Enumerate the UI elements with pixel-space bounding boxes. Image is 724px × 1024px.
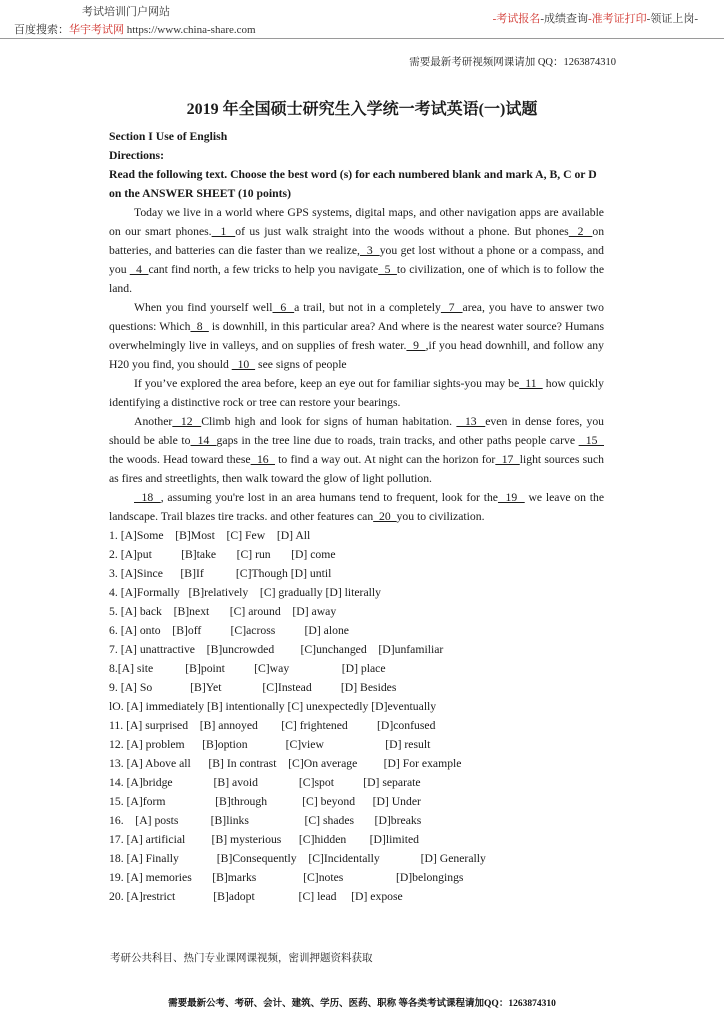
blank-number: 3 [359,244,380,257]
search-hint [14,21,256,37]
option-line: 11. [A] surprised [B] annoyed [C] frightened [D]confused [109,719,436,732]
option-line: 4. [A]Formally [B]relatively [C] gradually [D] literally [109,586,381,599]
directions-text: Read the following text. Choose the best word (s) for each numbered blank and mark A, B, C or D on the ANSWER SHEET (10 points) [109,168,597,200]
passage-text: Today we live in a world where GPS systems, digital maps, and other navigation apps are available on our smart phones. [109,206,604,238]
passage-paragraph [109,374,604,412]
site-name: 考试培训门户网站 [82,6,170,18]
passage-text: you to civilization. [396,510,485,523]
header-divider [0,38,724,39]
option-line: 20. [A]restrict [B]adopt [C] lead [D] expose [109,890,403,903]
passage-text: gaps in the tree line due to roads, train tracks, and other paths people carve [216,434,579,447]
search-brand-link[interactable]: 华宇考试网 [69,24,124,36]
passage-paragraph [109,488,604,526]
directions-label: Directions: [109,149,164,162]
blank-number: 17 [495,453,520,466]
blank-number: 13 [456,415,486,428]
option-line: 6. [A] onto [B]off [C]across [D] alone [109,624,349,637]
passage-text: Climb high and look for signs of human habitation. [201,415,457,428]
passage-text: cant find north, a few tricks to help you navigate [148,263,379,276]
passage-paragraph [109,203,604,298]
option-line: 16. [A] posts [B]links [C] shades [D]breaks [109,814,422,827]
passage-text: on batteries, and batteries can die faster than we realize, [109,225,605,257]
header-link-admission[interactable]: -准考证打印 [587,13,647,25]
blank-number: 7 [440,301,463,314]
blank-number: 15 [578,434,604,447]
search-prefix: 百度搜索： [14,24,69,36]
option-line: 9. [A] So [B]Yet [C]Instead [D] Besides [109,681,397,694]
option-line: lO. [A] immediately [B] intentionally [C] unexpectedly [D]eventually [109,700,437,713]
option-line: 1. [A]Some [B]Most [C] Few [D] All [109,529,311,542]
passage-text: the woods. Head toward these [109,453,251,466]
blank-number: 20 [373,510,397,523]
passage-text: a trail, but not in a completely [294,301,441,314]
passage-text: how quickly identifying a distinctive rock or tree can restore your bearings. [109,377,604,409]
passage-text: Another [134,415,173,428]
passage-text: If you’ve explored the area before, keep an eye out for familiar sights-you may be [134,377,520,390]
blank-number: 4 [129,263,149,276]
option-line: 8.[A] site [B]point [C]way [D] place [109,662,386,675]
option-line: 15. [A]form [B]through [C] beyond [D] Under [109,795,421,808]
blank-number: 5 [378,263,397,276]
passage-text: , assuming you're lost in an area humans tend to frequent, look for the [160,491,498,504]
blank-number: 11 [519,377,543,390]
blank-number: 8 [190,320,209,333]
blank-number: 16 [250,453,275,466]
blank-number: 6 [272,301,295,314]
passage-text: light sources such as fires and streetlights, then walk toward the glow of light pollution. [109,453,605,485]
blank-number: 1 [211,225,236,238]
options-list [109,526,604,906]
blank-number: 18 [134,491,161,504]
header-link-certificate[interactable]: -领证上岗 [646,13,695,25]
blank-number: 9 [406,339,426,352]
option-line: 14. [A]bridge [B] avoid [C]spot [D] separate [109,776,421,789]
passage-paragraph [109,412,604,488]
exam-content [109,127,604,906]
passage-text: area, you have to answer two questions: Which [109,301,604,333]
passage-text: is downhill, in this particular area? And where is the nearest water source? Humans overwhelmingly live in valleys, and on supplies of fresh water. [109,320,604,352]
blank-number: 19 [497,491,525,504]
option-line: 2. [A]put [B]take [C] run [D] come [109,548,336,561]
blank-number: 14 [190,434,217,447]
passage-text: to find a way out. At night can the horizon for [275,453,496,466]
passage-text: we leave on the landscape. Trail blazes tire tracks. and other features can [109,491,605,523]
blank-number: 10 [231,358,256,371]
option-line: 7. [A] unattractive [B]uncrowded [C]unchanged [D]unfamiliar [109,643,444,656]
header-link-scores[interactable]: -成绩查询 [540,13,588,25]
header-links [493,10,698,26]
passage-text: even in dense fores, you should be able to [109,415,605,447]
option-line: 18. [A] Finally [B]Consequently [C]Incidentally [D] Generally [109,852,486,865]
option-line: 12. [A] problem [B]option [C]view [D] result [109,738,431,751]
section-heading: Section I Use of English [109,130,228,143]
passage-text: to civilization, one of which is to follow the land. [109,263,605,295]
option-line: 13. [A] Above all [B] In contrast [C]On average [D] For example [109,757,462,770]
passage-paragraph [109,298,604,374]
option-line: 17. [A] artificial [B] mysterious [C]hidden [D]limited [109,833,419,846]
passage-text: you get lost without a phone or a compass, and you [109,244,605,276]
header-link-tail: - [694,13,698,25]
option-line: 3. [A]Since [B]If [C]Though [D] until [109,567,332,580]
passage-text: ,if you head downhill, and follow any H20 you find, you should [109,339,604,371]
passage-text: When you find yourself well [134,301,273,314]
footer-contact: 需要最新公考、考研、会计、建筑、学历、医药、职称 等各类考试课程请加QQ：1263874310 [168,999,556,1009]
qq-notice: 需要最新考研视频网课请加 QQ：1263874310 [409,57,616,68]
blank-number: 12 [172,415,202,428]
blank-number: 2 [568,225,593,238]
passage-text: see signs of people [255,358,347,371]
footer-notice: 考研公共科目、热门专业课网课视频，密训押题资料获取 [110,953,373,964]
search-url[interactable]: https://www.china-share.com [126,24,256,36]
page-title: 2019 年全国硕士研究生入学统一考试英语(一)试题 [186,101,538,118]
header-link-register[interactable]: -考试报名 [492,13,541,25]
passage-text: of us just walk straight into the woods without a phone. But phones [235,225,569,238]
option-line: 19. [A] memories [B]marks [C]notes [D]belongings [109,871,464,884]
passage [109,203,604,526]
option-line: 5. [A] back [B]next [C] around [D] away [109,605,337,618]
